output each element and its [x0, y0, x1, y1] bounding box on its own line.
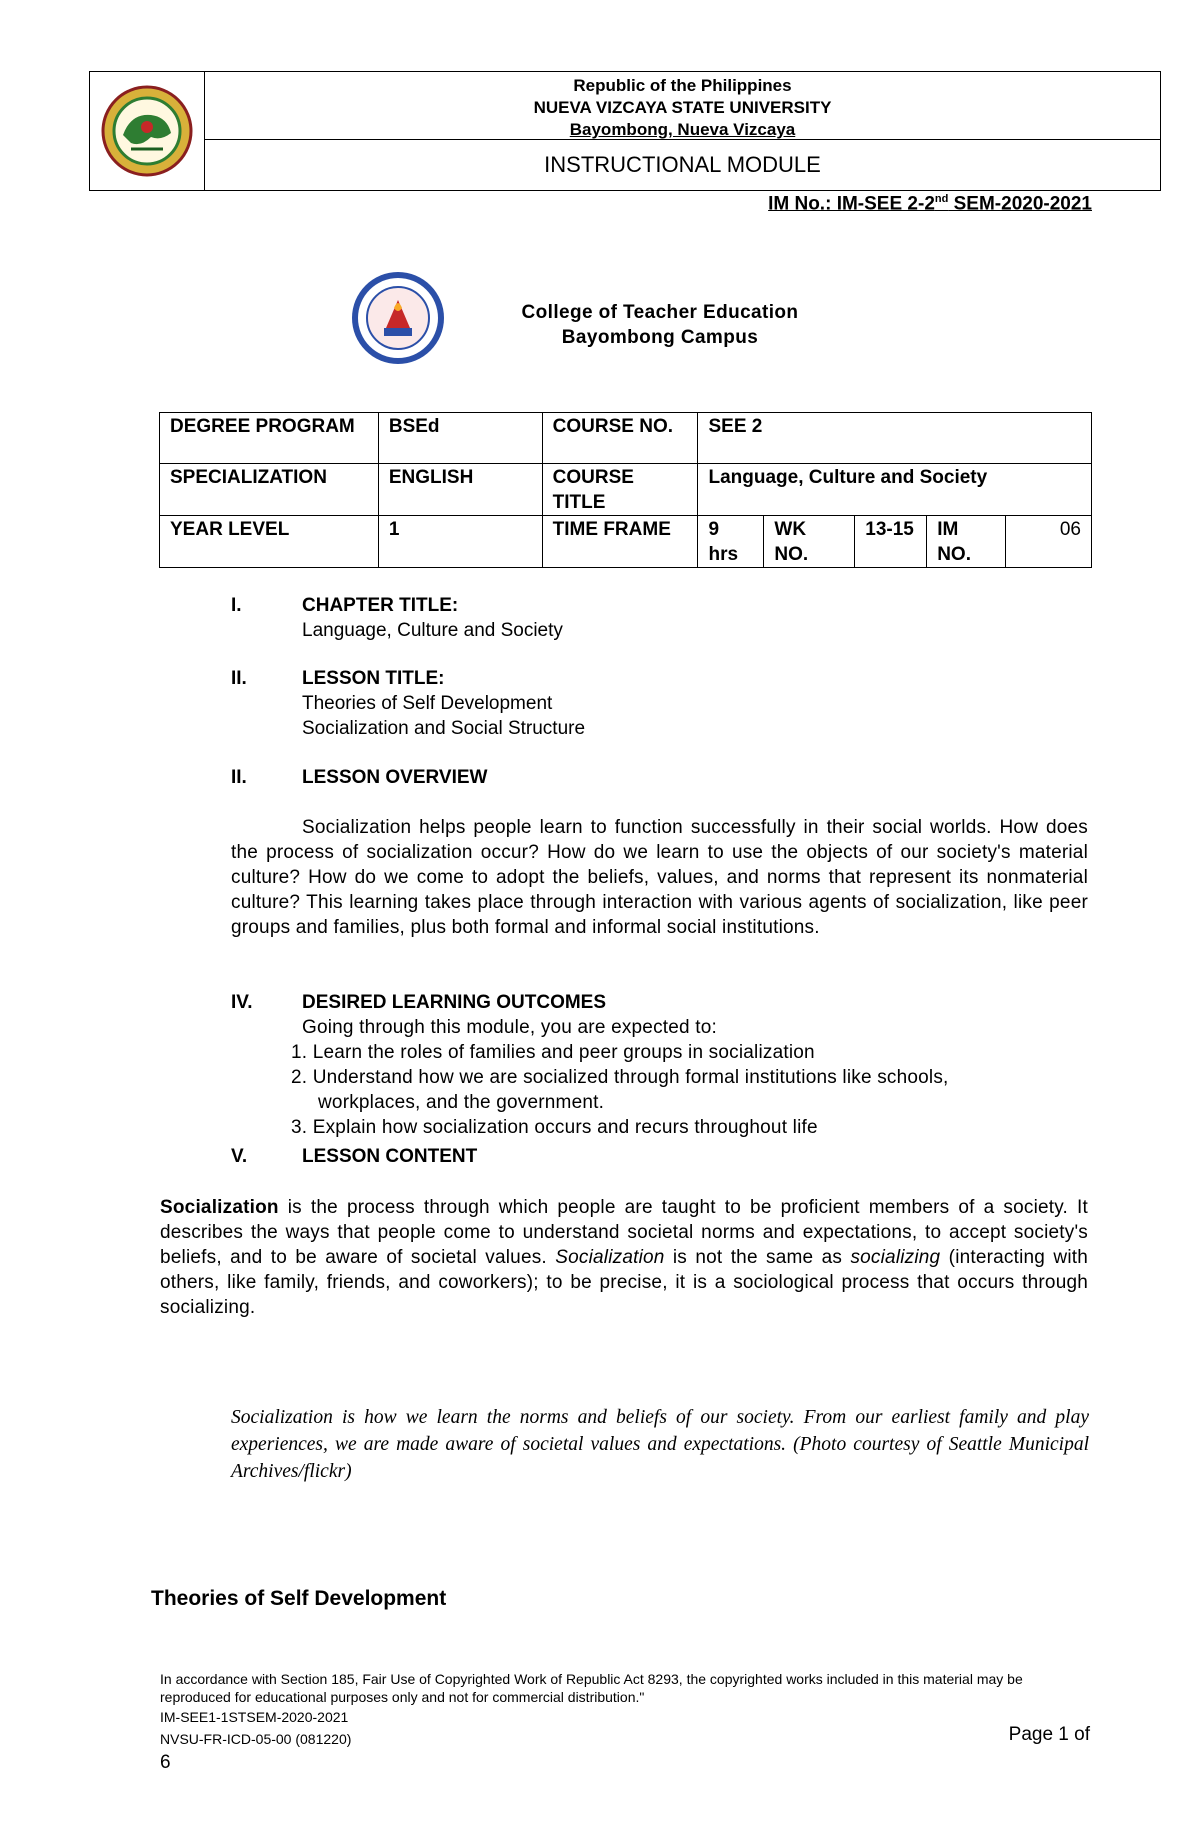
im-number-suffix: SEM-2020-2021 — [948, 193, 1092, 215]
year-level-value: 1 — [378, 516, 542, 568]
content-part-1: is the process through which people are taught to be proficient members of a society. It describes the ways that people come to understand societal norms and expectations, to accept society's beliefs, and to be aware of societal values. — [160, 1197, 1088, 1268]
section-number: II. — [231, 668, 247, 689]
list-item: 3. Explain how socialization occurs and recurs throughout life — [291, 1117, 818, 1138]
year-level-label: YEAR LEVEL — [160, 516, 379, 568]
list-item: 2. Understand how we are socialized through formal institutions like schools, workplaces, and the government. — [291, 1067, 949, 1113]
section-title: LESSON OVERVIEW — [302, 767, 488, 788]
wk-no-value: 13-15 — [855, 516, 927, 568]
college-campus: Bayombong Campus — [561, 327, 759, 348]
footer-code-2: NVSU-FR-ICD-05-00 (081220) — [160, 1731, 352, 1747]
header-line-location: Bayombong, Nueva Vizcaya — [569, 120, 796, 139]
section-title: LESSON CONTENT — [302, 1146, 478, 1167]
content-part-2: is not the same as — [664, 1247, 851, 1268]
footer-notice: In accordance with Section 185, Fair Use of Copyrighted Work of Republic Act 8293, the copyrighted works included in this material may be reproduced for educational purposes only and not for commercial distribution." — [160, 1671, 1023, 1705]
footer-code-1: IM-SEE1-1STSEM-2020-2021 — [160, 1709, 349, 1725]
course-title-label: COURSE TITLE — [542, 464, 698, 516]
module-title: INSTRUCTIONAL MODULE — [544, 152, 821, 177]
course-no-value: SEE 2 — [698, 413, 1092, 464]
course-title-value: Language, Culture and Society — [698, 464, 1092, 516]
im-no-value: 06 — [1006, 516, 1092, 568]
course-no-label: COURSE NO. — [542, 413, 698, 464]
header-line-university: NUEVA VIZCAYA STATE UNIVERSITY — [533, 98, 832, 117]
wk-no-label: WK NO. — [764, 516, 855, 568]
specialization-value: ENGLISH — [378, 464, 542, 516]
section-number: IV. — [231, 992, 253, 1013]
im-number — [768, 193, 1092, 215]
photo-caption: Socialization is how we learn the norms and beliefs of our society. From our earliest family and play experiences, we are made aware of societal values and expectations. (Photo courtesy of Seattle Municipal Archives/flickr) — [231, 1407, 1089, 1482]
section-number: V. — [231, 1146, 248, 1167]
list-item: 1. Learn the roles of families and peer groups in socialization — [291, 1042, 815, 1063]
specialization-label: SPECIALIZATION — [160, 464, 379, 516]
content-part-3: (interacting with others, like family, friends, and coworkers); to be precise, it is a sociological process that occurs through socializing. — [160, 1247, 1088, 1318]
header-address — [205, 72, 1160, 140]
section-number: II. — [231, 767, 247, 788]
course-info-table — [159, 412, 1092, 568]
degree-program-label: DEGREE PROGRAM — [160, 413, 379, 464]
header-line-republic: Republic of the Philippines — [573, 76, 792, 95]
document-header — [89, 71, 1161, 191]
page-label: Page 1 of — [1008, 1724, 1090, 1745]
degree-program-value: BSEd — [378, 413, 542, 464]
time-frame-value: 9 hrs — [698, 516, 764, 568]
im-number-sup: nd — [934, 193, 949, 205]
lesson-title-line-2: Socialization and Social Structure — [302, 718, 586, 739]
im-number-prefix: IM No.: IM-SEE 2-2 — [768, 193, 935, 215]
nvsu-seal-icon — [101, 85, 193, 177]
subheading-theories: Theories of Self Development — [151, 1587, 447, 1610]
content-italic-2: socializing — [850, 1247, 941, 1268]
college-block — [400, 300, 920, 350]
outcomes-list — [291, 1040, 1051, 1140]
outcomes-intro: Going through this module, you are expected to: — [302, 1017, 717, 1038]
section-title: DESIRED LEARNING OUTCOMES — [302, 992, 607, 1013]
section-title: CHAPTER TITLE: — [302, 595, 459, 616]
term-socialization: Socialization — [160, 1197, 279, 1218]
university-logo — [90, 72, 205, 190]
time-frame-label: TIME FRAME — [542, 516, 698, 568]
im-no-label: IM NO. — [927, 516, 1006, 568]
page-total: 6 — [160, 1752, 171, 1773]
overview-paragraph: Socialization helps people learn to function successfully in their social worlds. How does the process of socialization occur? How do we learn to use the objects of our society's material culture? How do we come to adopt the beliefs, values, and norms that represent its nonmaterial culture? This learning takes place through interaction with various agents of socialization, like peer groups and families, plus both formal and informal social institutions. — [231, 817, 1088, 938]
section-number: I. — [231, 595, 242, 616]
lesson-title-line-1: Theories of Self Development — [302, 693, 553, 714]
section-title: LESSON TITLE: — [302, 668, 445, 689]
college-name: College of Teacher Education — [521, 302, 799, 323]
chapter-title-text: Language, Culture and Society — [302, 620, 563, 641]
content-paragraph — [160, 1195, 1088, 1320]
content-italic-1: Socialization — [555, 1247, 665, 1268]
